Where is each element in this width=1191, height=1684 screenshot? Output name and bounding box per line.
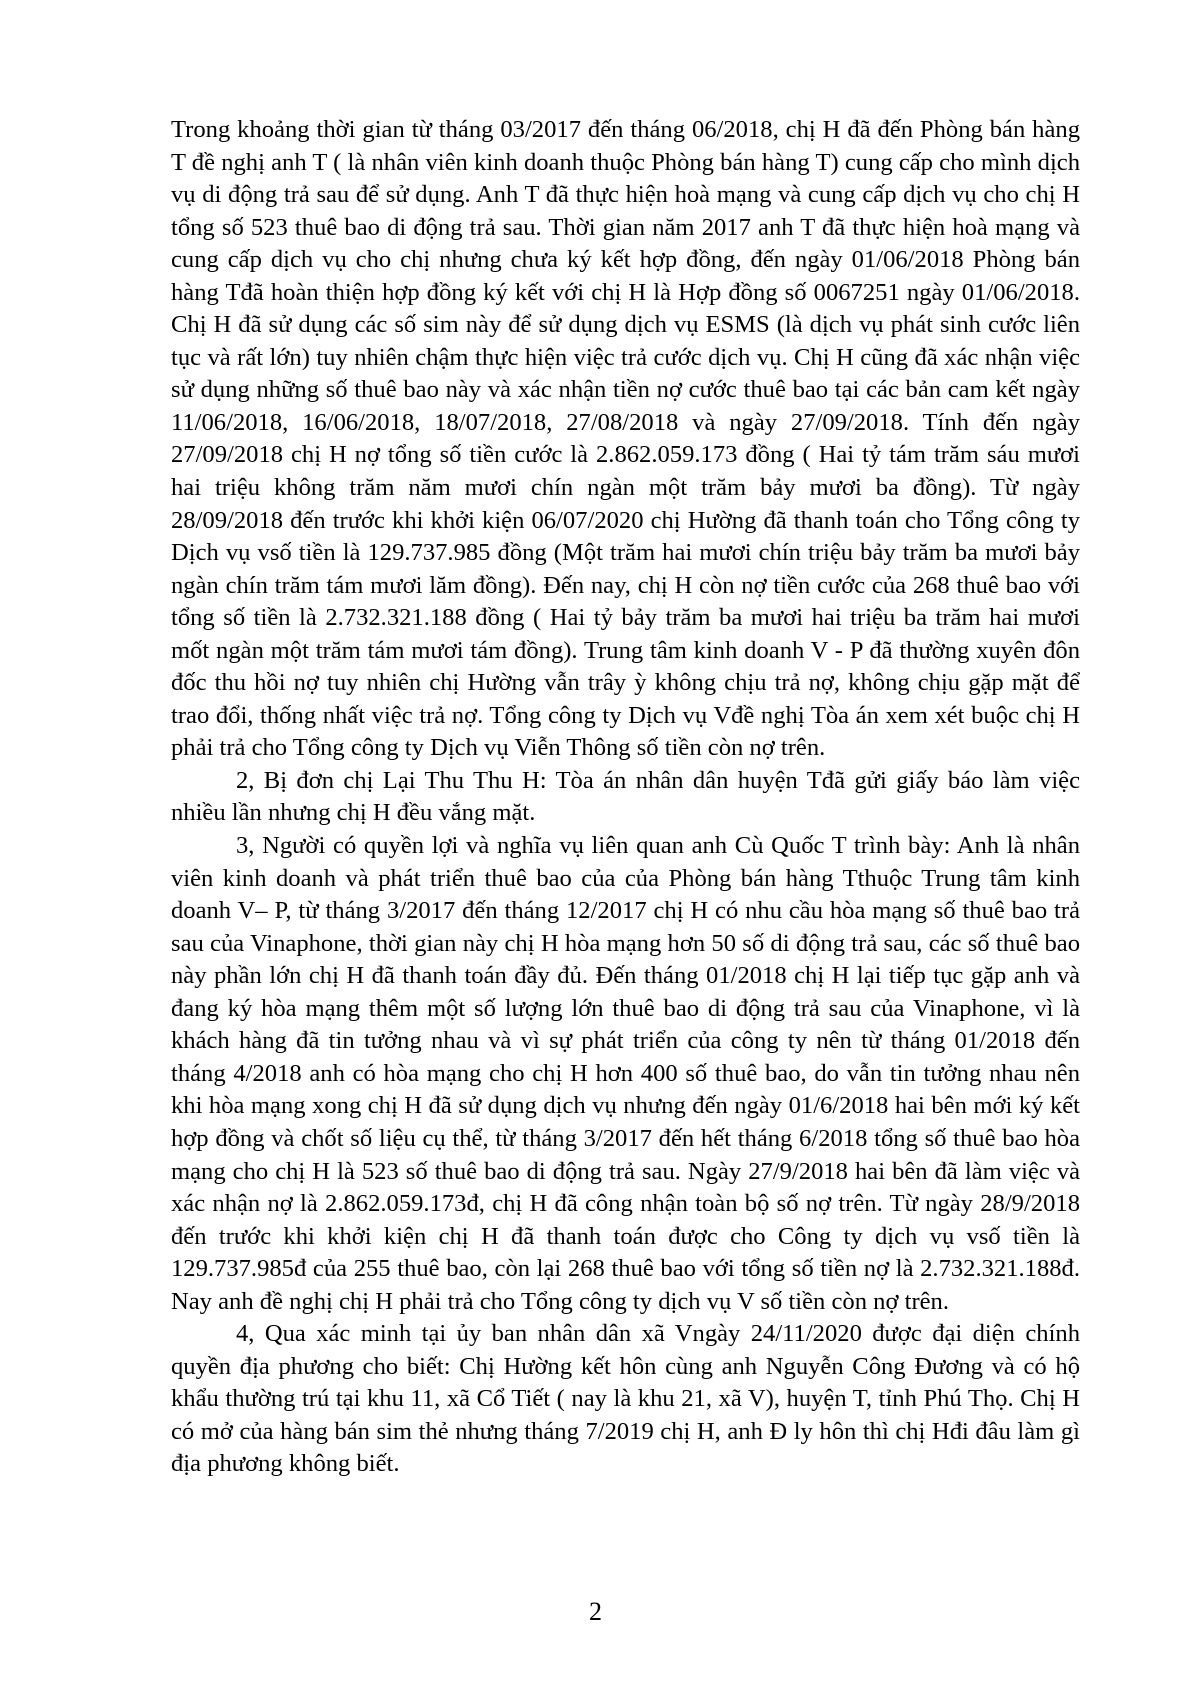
paragraph-defendant: 2, Bị đơn chị Lại Thu Thu H: Tòa án nhân dân huyện Tđã gửi giấy báo làm việc nhiều lần nhưng chị H đều vắng mặt. [171, 766, 1080, 827]
paragraph-claim-details: Trong khoảng thời gian từ tháng 03/2017 đến tháng 06/2018, chị H đã đến Phòng bán hàng T đề nghị anh T ( là nhân viên kinh doanh thuộc Phòng bán hàng T) cung cấp cho mình dịch vụ di động trả sau để sử dụng. Anh T đã thực hiện hoà mạng và cung cấp dịch vụ cho chị H tổng số 523 thuê bao di động trả sau. Thời gian năm 2017 anh T đã thực hiện hoà mạng và cung cấp dịch vụ cho chị nhưng chưa ký kết hợp đồng, đến ngày 01/06/2018 Phòng bán hàng Tđã hoàn thiện hợp đồng ký kết với chị H là Hợp đồng số 0067251 ngày 01/06/2018. Chị H đã sử dụng các số sim này để sử dụng dịch vụ ESMS (là dịch vụ phát sinh cước liên tục và rất lớn) tuy nhiên chậm thực hiện việc trả cước dịch vụ. Chị H cũng đã xác nhận việc sử dụng những số thuê bao này và xác nhận tiền nợ cước thuê bao tại các bản cam kết ngày 11/06/2018, 16/06/2018, 18/07/2018, 27/08/2018 và ngày 27/09/2018. Tính đến ngày 27/09/2018 chị H nợ tổng số tiền cước là 2.862.059.173 đồng ( Hai tỷ tám trăm sáu mươi hai triệu không trăm năm mươi chín ngàn một trăm bảy mươi ba đồng). Từ ngày 28/09/2018 đến trước khi khởi kiện 06/07/2020 chị Hường đã thanh toán cho Tổng công ty Dịch vụ vsố tiền là 129.737.985 đồng (Một trăm hai mươi chín triệu bảy trăm ba mươi bảy ngàn chín trăm tám mươi lăm đồng). Đến nay, chị H còn nợ tiền cước của 268 thuê bao với tổng số tiền là 2.732.321.188 đồng ( Hai tỷ bảy trăm ba mươi hai triệu ba trăm hai mươi mốt ngàn một trăm tám mươi tám đồng). Trung tâm kinh doanh V - P đã thường xuyên đôn đốc thu hồi nợ tuy nhiên chị Hường vẫn trây ỳ không chịu trả nợ, không chịu gặp mặt để trao đổi, thống nhất việc trả nợ. Tổng công ty Dịch vụ Vđề nghị Tòa án xem xét buộc chị H phải trả cho Tổng công ty Dịch vụ Viễn Thông số tiền còn nợ trên. [171, 116, 1080, 762]
paragraph-verification: 4, Qua xác minh tại ủy ban nhân dân xã Vngày 24/11/2020 được đại diện chính quyền địa phương cho biết: Chị Hường kết hôn cùng anh Nguyễn Công Đương và có hộ khẩu thường trú tại khu 11, xã Cổ Tiết ( nay là khu 21, xã V), huyện T, tỉnh Phú Thọ. Chị H có mở của hàng bán sim thẻ nhưng tháng 7/2019 chị H, anh Đ ly hôn thì chị Hđi đâu làm gì địa phương không biết. [171, 1320, 1080, 1478]
page-number: 2 [589, 1597, 602, 1626]
document-body [171, 114, 1080, 1481]
paragraph-related-party: 3, Người có quyền lợi và nghĩa vụ liên quan anh Cù Quốc T trình bày: Anh là nhân viên kinh doanh và phát triển thuê bao của của Phòng bán hàng Tthuộc Trung tâm kinh doanh V– P, từ tháng 3/2017 đến tháng 12/2017 chị H có nhu cầu hòa mạng số thuê bao trả sau của Vinaphone, thời gian này chị H hòa mạng hơn 50 số di động trả sau, các số thuê bao này phần lớn chị H đã thanh toán đầy đủ. Đến tháng 01/2018 chị H lại tiếp tục gặp anh và đang ký hòa mạng thêm một số lượng lớn thuê bao di động trả sau của Vinaphone, vì là khách hàng đã tin tưởng nhau và vì sự phát triển của công ty nên từ tháng 01/2018 đến tháng 4/2018 anh có hòa mạng cho chị H hơn 400 số thuê bao, do vẫn tin tưởng nhau nên khi hòa mạng xong chị H đã sử dụng dịch vụ nhưng đến ngày 01/6/2018 hai bên mới ký kết hợp đồng và chốt số liệu cụ thể, từ tháng 3/2017 đến hết tháng 6/2018 tổng số thuê bao hòa mạng cho chị H là 523 số thuê bao di động trả sau. Ngày 27/9/2018 hai bên đã làm việc và xác nhận nợ là 2.862.059.173đ, chị H đã công nhận toàn bộ số nợ trên. Từ ngày 28/9/2018 đến trước khi khởi kiện chị H đã thanh toán được cho Công ty dịch vụ vsố tiền là 129.737.985đ của 255 thuê bao, còn lại 268 thuê bao với tổng số tiền nợ là 2.732.321.188đ. Nay anh đề nghị chị H phải trả cho Tổng công ty dịch vụ V số tiền còn nợ trên. [171, 832, 1080, 1315]
